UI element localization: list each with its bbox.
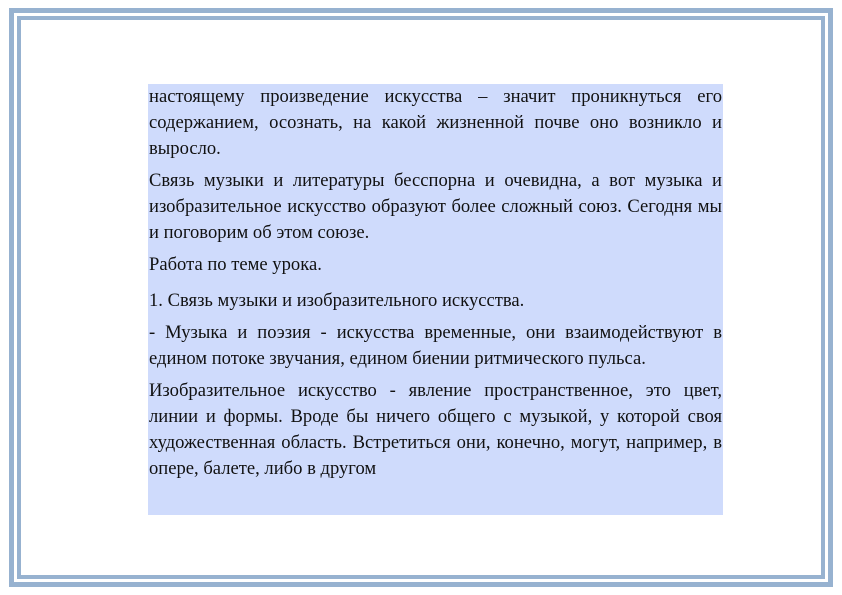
paragraph-visual-art: Изобразительное искусство - явление пространственное, это цвет, линии и формы. Вроде бы ничего общего с музыкой, у которой своя художественная область. Встретиться они, конечно, могут, например, в опере, балете, либо в другом: [149, 380, 722, 479]
paragraph-music-literature: Связь музыки и литературы бесспорна и очевидна, а вот музыка и изобразительное искусство образуют более сложный союз. Сегодня мы и поговорим об этом союзе.: [149, 170, 722, 243]
paragraph-music-poetry: - Музыка и поэзия - искусства временные, они взаимодействуют в едином потоке звучания, едином биении ритмического пульса.: [149, 322, 722, 369]
paragraph-section-heading: 1. Связь музыки и изобразительного искусства.: [149, 290, 525, 311]
paragraph-intro-continuation: настоящему произведение искусства – значит проникнуться его содержанием, осознать, на какой жизненной почве оно возникло и выросло.: [149, 86, 722, 159]
paragraph-lesson-work: Работа по теме урока.: [149, 254, 322, 275]
slide-text-block: [148, 84, 723, 515]
